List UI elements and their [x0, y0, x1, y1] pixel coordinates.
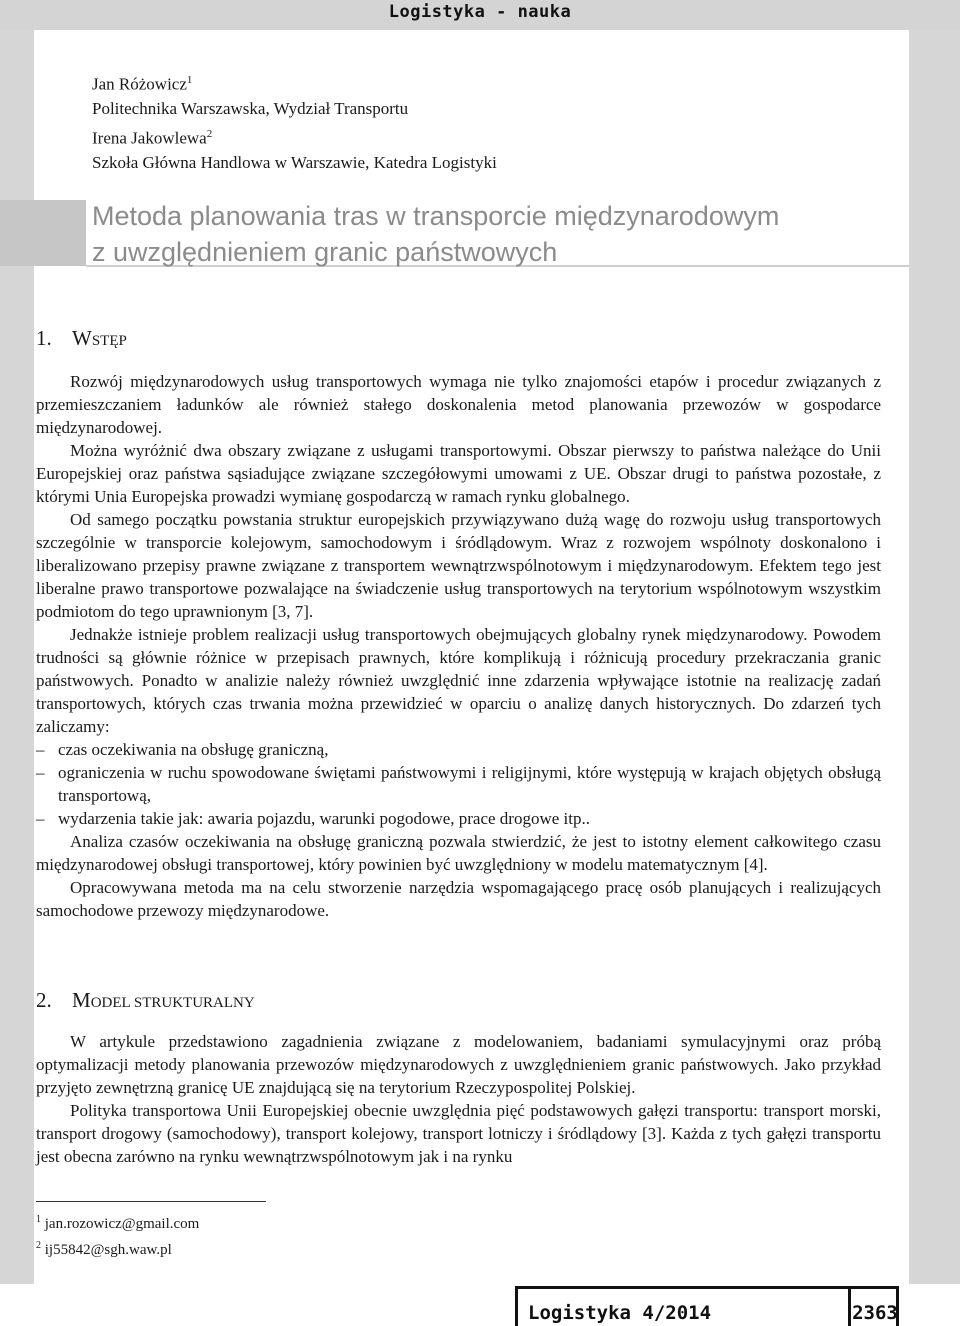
author-block — [92, 68, 497, 175]
list-dash: – — [36, 763, 45, 782]
section-heading-model: 2. MODEL STRUKTURALNY — [36, 988, 255, 1012]
paragraph: Analiza czasów oczekiwania na obsługę graniczną pozwala stwierdzić, że jest to istotny element całkowitego czasu międzynarodowej obsługi transportowej, który powinien być uwzględniony w modelu matematycznym [4]. — [36, 832, 881, 874]
list-item: – wydarzenia takie jak: awaria pojazdu, warunki pogodowe, prace drogowe itp.. — [36, 809, 590, 828]
paragraph: W artykule przedstawiono zagadnienia związane z modelowaniem, badaniami symulacyjnymi oraz próbą optymalizacji metody planowania przewozów międzynarodowych z uwzględnieniem granic państwowych. Jako przykład przyjęto zewnętrzną granicę UE znajdującą się na terytorium Rzeczypospolitej Polskiej. — [36, 1032, 881, 1097]
title-line: z uwzględnieniem granic państwowych — [92, 237, 558, 267]
author-name: Irena Jakowlewa$^2$ — [92, 127, 213, 148]
footnote-email: jan.rozowicz@gmail.com — [44, 1216, 200, 1232]
journal-section-title: Logistyka - nauka — [388, 2, 572, 22]
list-dash: – — [36, 809, 45, 828]
list-item: – ograniczenia w ruchu spowodowane świętami państwowymi i religijnymi, które występują w krajach objętych obsługą transportową, — [36, 763, 881, 805]
author-affiliation: Szkoła Główna Handlowa w Warszawie, Katedra Logistyki — [92, 152, 497, 172]
footnote-marker: 1 — [186, 74, 193, 86]
paragraph: Rozwój międzynarodowych usług transportowych wymaga nie tylko znajomości etapów i procedur związanych z przemieszczaniem ładunków ale również stałego doskonalenia metod planowania przewozów w gospodarce międzynarodowej. — [36, 372, 881, 437]
paragraph: Można wyróżnić dwa obszary związane z usługami transportowymi. Obszar pierwszy to państwa należące do Unii Europejskiej oraz państwa sąsiadujące związane szczegółowymi umowami z UE. Obszar drugi to państwa pozostałe, z którymi Unia Europejska prowadzi wymianę gospodarczą w ramach rynku globalnego. — [36, 441, 881, 506]
event-list — [36, 738, 881, 830]
paragraph: Jednakże istnieje problem realizacji usług transportowych obejmujących globalny rynek międzynarodowy. Powodem trudności są głównie różnice w przepisach prawnych, które komplikują i różnicują procedury przekraczania granic państwowych. Ponadto w analizie należy również uwzględnić inne zdarzenia wpływające istotnie na realizację zadań transportowych, których czas trwania można przewidzieć w oparciu o analizę danych historycznych. Do zdarzeń tych zaliczamy: — [36, 625, 881, 736]
header-bar — [0, 0, 960, 30]
title-accent-band — [0, 200, 86, 266]
footer-journal-issue: Logistyka 4/2014 — [528, 1302, 712, 1324]
paragraph: Opracowywana metoda ma na celu stworzenie narzędzia wspomagającego pracę osób planujących i realizujących samochodowe przewozy międzynarodowe. — [36, 878, 881, 920]
right-margin-band — [909, 30, 960, 1284]
footnote-item: $^2$ ij55842@sgh.waw.pl — [36, 1240, 172, 1258]
footer-divider — [848, 1286, 851, 1326]
section-body-intro — [36, 370, 881, 922]
section-body-model — [36, 1030, 881, 1168]
section-number: 2. — [36, 988, 52, 1012]
author-affiliation: Politechnika Warszawska, Wydział Transportu — [92, 99, 409, 119]
paragraph: Polityka transportowa Unii Europejskiej obecnie uwzględnia pięć podstawowych gałęzi transportu: transport morski, transport drogowy (samochodowy), transport kolejowy, transport lotniczy i śródlądowy [3]. Każda z tych gałęzi transportu jest obecna zarówno na rynku wewnątrzwspólnotowym jak i na rynku — [36, 1101, 881, 1166]
footnote-marker: 2 — [206, 127, 213, 140]
list-dash: – — [36, 740, 45, 759]
footnote-rule — [36, 1201, 266, 1202]
section-heading-intro: 1. WSTĘP — [36, 326, 127, 350]
paper-title — [92, 198, 892, 270]
title-line: Metoda planowania tras w transporcie międzynarodowym — [92, 201, 780, 231]
section-number: 1. — [36, 326, 52, 350]
author-name: Jan Różowicz$^1$ — [92, 74, 193, 94]
paragraph: Od samego początku powstania struktur europejskich przywiązywano dużą wagę do rozwoju usług transportowych szczególnie w transporcie kolejowym, samochodowym i śródlądowym. Wraz z rozwojem wspólnoty doskonalono i liberalizowano przepisy prawne związane z transportem wewnątrzwspólnotowym i międzynarodowym. Efektem tego jest liberalne prawo transportowe pozwalające na świadczenie usług transportowych na terytorium wspólnotowym wszystkim podmiotom do tego uprawnionym [3, 7]. — [36, 510, 881, 621]
list-item: – czas oczekiwania na obsługę graniczną, — [36, 740, 329, 759]
footnote-item: $^1$ jan.rozowicz@gmail.com — [36, 1214, 200, 1232]
page-number: 2363 — [852, 1302, 898, 1324]
footnote-email: ij55842@sgh.waw.pl — [44, 1242, 172, 1258]
footnotes — [36, 1209, 199, 1261]
